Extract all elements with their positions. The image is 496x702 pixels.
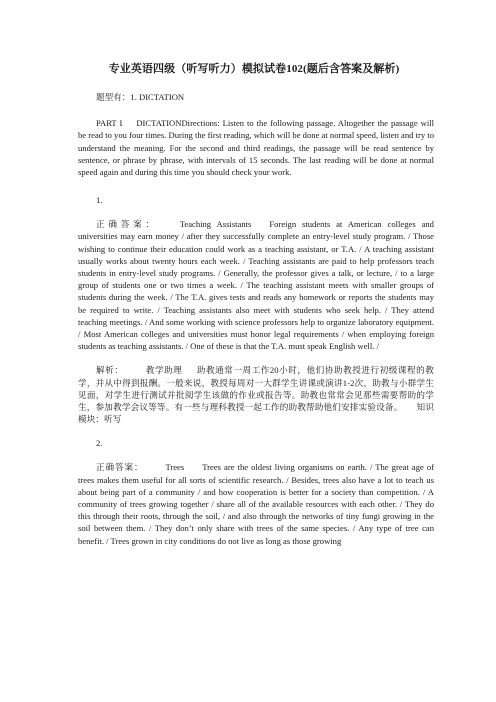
section-directions-text: Directions: Listen to the following passage. Altogether the passage will be read to you four times. During the first reading, which will be done at normal speed, listen and try to understand the meaning. For the second and third readings, the passage will be read sentence by sentence, or phrase by phrase, with intervals of 15 seconds. The last reading will be done at normal speed again and during this time you should check your work. [78,118,434,178]
section-name: DICTATION [136,118,182,129]
explanation-keyword: 教学助理 [145,365,183,376]
question-number: 2. [96,438,103,449]
knowledge-module: 知识模块：听写 [78,402,435,425]
answer-label: 正确答案： [96,219,158,230]
explanation-label: 解析： [96,365,124,376]
answer-text: Foreign students at American colleges and universities may earn money / after they successfully complete an entry-level study program. / Those wishing to continue their education could work as a teaching assistant, or T.A. / A teaching assistant usually works about twenty hours each week. / Teaching assistants are paid to help professors teach students in entry-level study programs. / Generally, the professor gives a talk, or lecture, / to a large group of students one or two times a week. / The teaching assistant meets with smaller groups of students during the week. / The T.A. gives tests and reads any homework or reports the students may be required to write. / Teaching assistants also meet with students who seek help. / They attend teaching meetings. / And some working with science professors help to organize laboratory equipment. / Most American colleges and universities must honor legal requirements / when employing foreign students as teaching assistants. / One of these is that the T.A. must speak English well. / [78,219,434,352]
question-number: 1. [96,195,103,206]
answer-title: Trees [165,462,185,473]
answer-text: Trees are the oldest living organisms on earth. / The great age of trees makes them useful for all sorts of scientific research. / Besides, trees also have a lot to teach us about being part of a community / and how cooperation is better for a society than competition. / A community of trees growing together / share all of the available resources with each other. / They do this through their roots, through the soil, / and also through the networks of tiny fungi growing in the soil between them. / They don’t only share with trees of the same species. / Any type of tree can benefit. / Trees grown in city conditions do not live as long as those growing [78,462,434,546]
section-directions [78,117,434,178]
answer-block [78,218,434,352]
question-types-label: 题型有： [96,92,131,102]
answer-block [78,461,434,546]
document-title: 专业英语四级（听写听力）模拟试卷102(题后含答案及解析) [108,63,400,75]
answer-title: Teaching Assistants [179,219,252,230]
answer-label: 正确答案： [96,462,144,473]
question-types-value: 1. DICTATION [130,92,185,102]
question-types-line [78,91,434,103]
explanation-text: 助教通常一周工作20小时，他们协助教授进行初级课程的教学，并从中得到报酬。一般来说，教授每周对一大群学生讲课或演讲1-2次，助教与小群学生见面，对学生进行测试并批阅学生该做的作业或报告等。助教也常常会见那些需要帮助的学生，参加教学会议等等。有一些与理科教授一起工作的助教帮助他们安排实验设备。 [78,365,434,413]
explanation-block [78,364,434,425]
section-part: PART I [96,118,123,129]
